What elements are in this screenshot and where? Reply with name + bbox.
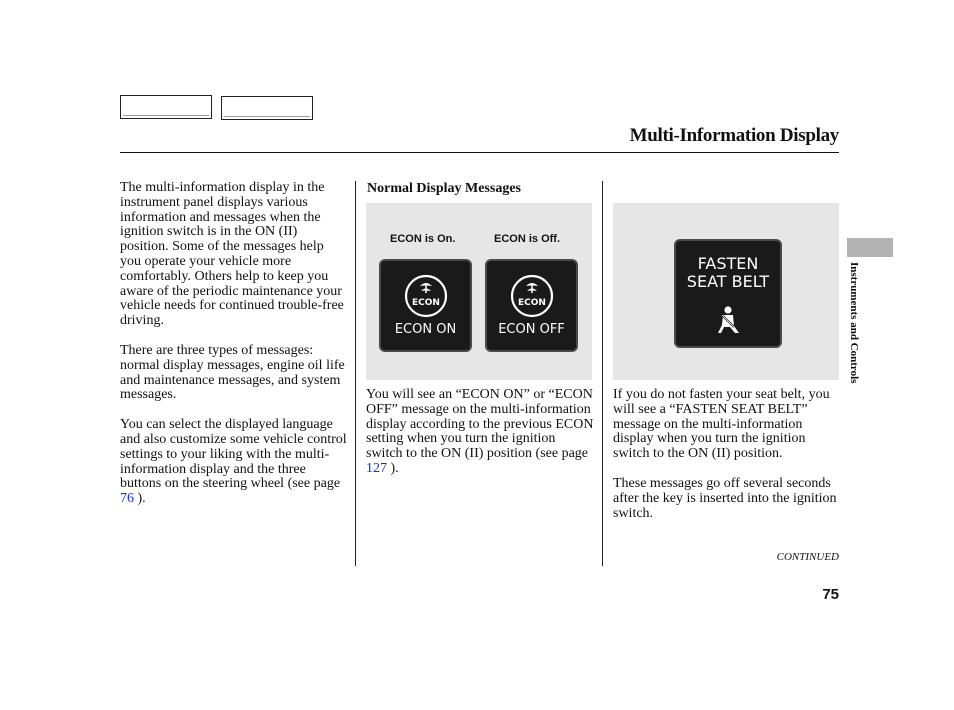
econ-leaf-icon [509, 273, 555, 319]
seat-belt-paragraph: If you do not fasten your seat belt, you will see a “FASTEN SEAT BELT” message on the multi-information display when you turn the ignition switch to the ON (II) position. [613, 387, 830, 462]
section-tab [847, 238, 893, 257]
econ-off-caption: ECON is Off. [494, 233, 561, 245]
econ-icon-label: ECON [412, 298, 440, 308]
header-rule [120, 152, 839, 153]
column-1 [120, 181, 348, 507]
continued-label: CONTINUED [776, 551, 839, 563]
page-76-link[interactable]: 76 [120, 491, 134, 507]
fasten-text: FASTEN [697, 254, 759, 273]
econ-off-display [485, 259, 578, 352]
customize-paragraph: You can select the displayed language and also customize some vehicle control settings to your liking with the multi-information display and the three buttons on the steering wheel (see page 76 ). [120, 417, 347, 507]
fasten-seat-belt-display [674, 239, 782, 348]
econ-on-text: ECON ON [394, 322, 457, 337]
seat-belt-icon [715, 305, 743, 335]
intro-paragraph: The multi-information display in the instrument panel displays various information and messages when the ignition switch is in the ON (II) position. Some of the messages help you operate your vehicle more comfortably. Others help to keep you aware of the periodic maintenance your vehicle needs for continued trouble-free driving. [120, 180, 344, 329]
section-label: Instruments and Controls [848, 262, 860, 384]
column-divider-2 [602, 181, 603, 566]
econ-icon-label: ECON [518, 298, 546, 308]
message-types-paragraph: There are three types of messages: normal display messages, engine oil life and maintenance messages, and system messages. [120, 342, 345, 403]
page-number: 75 [822, 586, 839, 603]
seat-belt-text: SEAT BELT [686, 272, 770, 291]
section-heading: Normal Display Messages [367, 181, 521, 196]
econ-on-caption: ECON is On. [390, 233, 456, 245]
nav-box-index[interactable] [221, 96, 313, 120]
column-divider-1 [355, 181, 356, 566]
econ-paragraph: You will see an “ECON ON” or “ECON OFF” message on the multi-information display according to the previous ECON setting when you turn the ignition switch to the ON (II) position (see page 127 ). [366, 387, 594, 476]
nav-box-contents[interactable] [120, 95, 212, 119]
econ-on-display [379, 259, 472, 352]
seat-belt-illustration [613, 203, 839, 380]
econ-leaf-icon [403, 273, 449, 319]
econ-illustration [366, 203, 592, 380]
column-3-text [613, 388, 841, 521]
econ-off-text: ECON OFF [498, 322, 565, 337]
page-title: Multi-Information Display [629, 125, 839, 146]
messages-off-paragraph: These messages go off several seconds after the key is inserted into the ignition switch. [613, 475, 837, 521]
column-2-text [366, 388, 594, 477]
page-127-link[interactable]: 127 [366, 460, 387, 476]
